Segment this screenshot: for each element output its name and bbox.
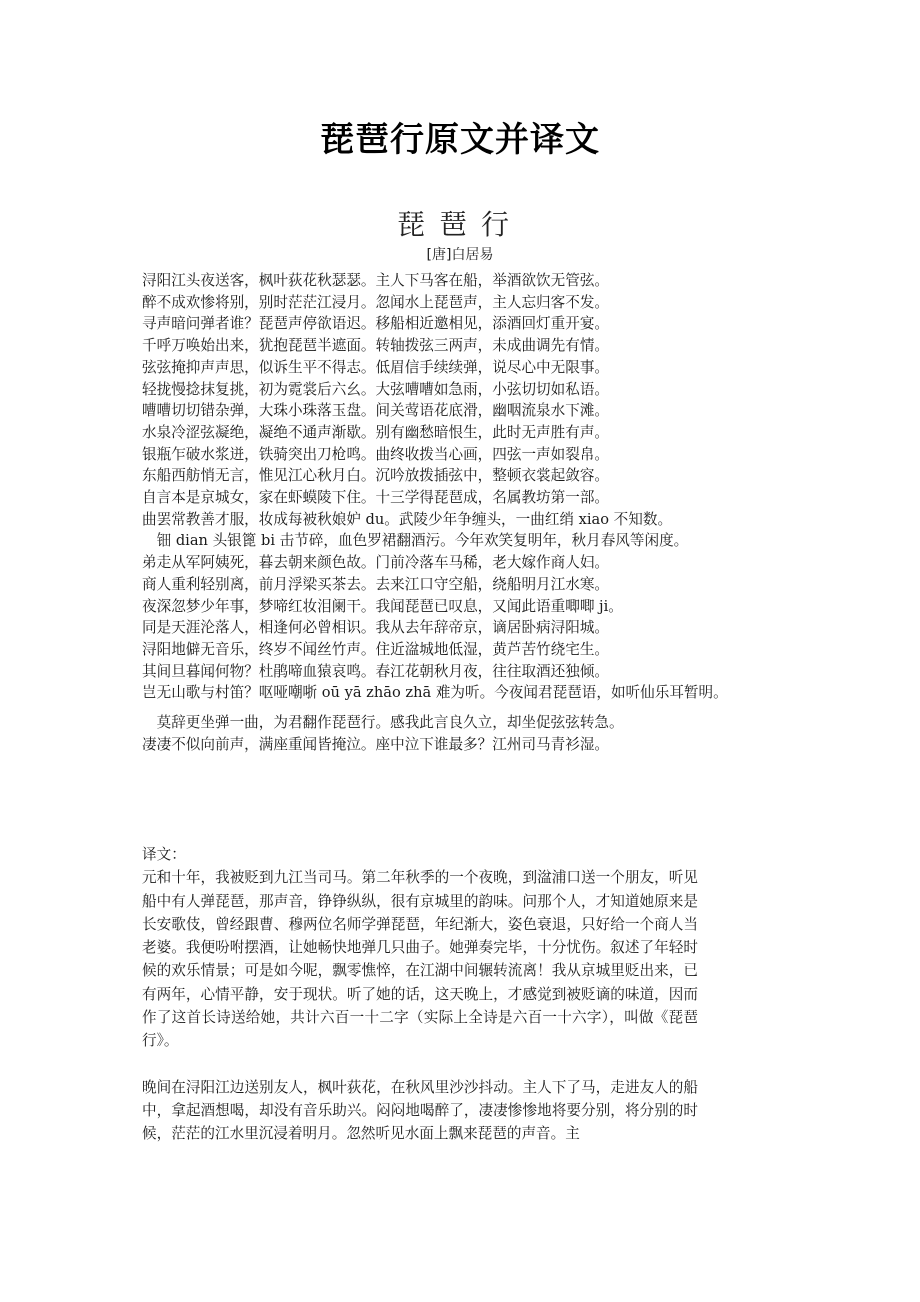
- poem-author: [唐]白居易: [426, 247, 494, 263]
- poem-body: [142, 270, 767, 755]
- poem-line: 弟走从军阿姨死，暮去朝来颜色故。门前冷落车马稀，老大嫁作商人妇。: [142, 554, 610, 572]
- poem-line: 莫辞更坐弹一曲，为君翻作琵琶行。感我此言良久立，却坐促弦弦转急。: [142, 714, 624, 732]
- poem-line: 夜深忽梦少年事，梦啼红妆泪阑干。我闻琵琶已叹息，又闻此语重唧唧 ji。: [142, 597, 623, 615]
- poem-line: 寻声暗问弹者谁？琵琶声停欲语迟。移船相近邀相见，添酒回灯重开宴。: [142, 315, 610, 333]
- poem-line: 千呼万唤始出来，犹抱琵琶半遮面。转轴拨弦三两声，未成曲调先有情。: [142, 337, 610, 355]
- translation-label: 译文：: [142, 846, 186, 863]
- poem-line: 轻拢慢捻抹复挑，初为霓裳后六幺。大弦嘈嘈如急雨，小弦切切如私语。: [142, 380, 610, 398]
- translation-paragraph: 元和十年，我被贬到九江当司马。第二年秋季的一个夜晚，到湓浦口送一个朋友，听见船中有人弹琵琶，那声音，铮铮纵纵，很有京城里的韵味。问那个人，才知道她原来是长安歌伎，曾经跟曹、穆两位名师学弹琵琶，年纪渐大，姿色衰退，只好给一个商人当老婆。我便吩咐摆酒，让她畅快地弹几只曲子。她弹奏完毕，十分忧伤。叙述了年轻时候的欢乐情景；可是如今呢，飘零憔悴，在江湖中间辗转流离！我从京城里贬出来，已有两年，心情平静，安于现状。听了她的话，这天晚上，才感觉到被贬谪的味道，因而作了这首长诗送给她，共计六百一十二字（实际上全诗是六百一十六字），叫做《琵琶行》。: [142, 869, 698, 1050]
- poem-line: 其间旦暮闻何物？杜鹃啼血猿哀鸣。春江花朝秋月夜，往往取酒还独倾。: [142, 662, 610, 680]
- translation-section: [142, 843, 698, 1146]
- poem-line: 浔阳江头夜送客，枫叶荻花秋瑟瑟。主人下马客在船，举酒欲饮无管弦。: [142, 272, 610, 289]
- poem-line: 同是天涯沦落人，相逢何必曾相识。我从去年辞帝京，谪居卧病浔阳城。: [142, 619, 610, 637]
- poem-line: 东船西舫悄无言，惟见江心秋月白。沉吟放拨插弦中，整顿衣裳起敛容。: [142, 467, 610, 485]
- poem-line-wrapped: 岂无山歌与村笛？呕哑嘲哳 oū yā zhāo zhā 难为听。今夜闻君琵琶语，如听仙乐耳暂明。: [142, 684, 728, 702]
- poem-line: 弦弦掩抑声声思，似诉生平不得志。低眉信手续续弹，说尽心中无限事。: [142, 358, 610, 376]
- poem-line-wrapped: 钿 dian 头银篦 bi 击节碎，血色罗裙翻酒污。今年欢笑复明年，秋月春风等闲度。: [156, 532, 689, 550]
- document-title: 琵琶行原文并译文: [320, 120, 600, 160]
- poem-line: 水泉冷涩弦凝绝，凝绝不通声渐歇。别有幽愁暗恨生，此时无声胜有声。: [142, 423, 610, 441]
- translation-paragraph: 晚间在浔阳江边送别友人，枫叶荻花，在秋风里沙沙抖动。主人下了马，走进友人的船中，拿起酒想喝，却没有音乐助兴。闷闷地喝醉了，凄凄惨惨地将要分别，将分别的时候，茫茫的江水里沉浸着明月。忽然听见水面上飘来琵琶的声音。主: [142, 1078, 698, 1143]
- poem-line: 浔阳地僻无音乐，终岁不闻丝竹声。住近湓城地低湿，黄芦苦竹绕宅生。: [142, 640, 610, 658]
- poem-line: 嘈嘈切切错杂弹，大珠小珠落玉盘。间关莺语花底滑，幽咽流泉水下滩。: [142, 402, 610, 420]
- poem-line: 商人重利轻别离，前月浮梁买茶去。去来江口守空船，绕船明月江水寒。: [142, 575, 610, 593]
- poem-line: 银瓶乍破水浆迸，铁骑突出刀枪鸣。曲终收拨当心画，四弦一声如裂帛。: [142, 445, 610, 463]
- stanza-gap: [142, 704, 767, 712]
- poem-line: 醉不成欢惨将别，别时茫茫江浸月。忽闻水上琵琶声，主人忘归客不发。: [142, 293, 610, 311]
- poem-title: 琵琶行: [396, 208, 523, 241]
- poem-line: 自言本是京城女，家在虾蟆陵下住。十三学得琵琶成，名属教坊第一部。: [142, 489, 610, 507]
- poem-line: 曲罢常教善才服，妆成每被秋娘妒 du。武陵少年争缠头，一曲红绡 xiao 不知数。: [142, 510, 673, 528]
- poem-line: 凄凄不似向前声，满座重闻皆掩泣。座中泣下谁最多？江州司马青衫湿。: [142, 735, 610, 753]
